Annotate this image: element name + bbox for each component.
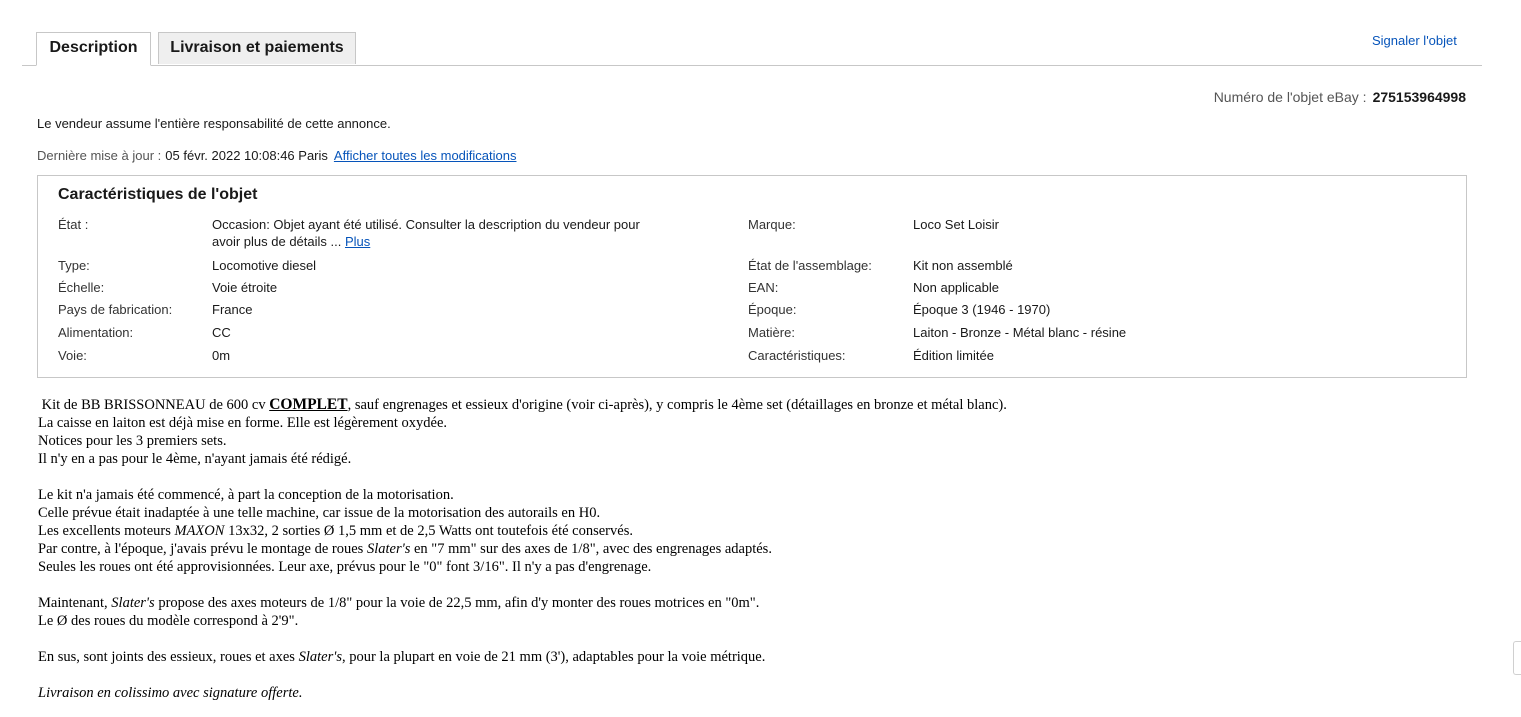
description-text: 13x32, 2 sorties Ø 1,5 mm et de 2,5 Watts ont toutefois été conservés. [224,523,633,539]
spec-value-brand: Loco Set Loisir [913,217,999,232]
spec-label-scale: Échelle: [58,280,105,295]
item-specifics-title: Caractéristiques de l'objet [58,186,258,203]
tab-shipping-payments[interactable]: Livraison et paiements [158,32,356,64]
last-update-date: 05 févr. 2022 10:08:46 Paris [165,148,328,163]
spec-label-features: Caractéristiques: [748,348,846,363]
description-text: Les excellents moteurs [38,523,175,539]
description-italic: Livraison en colissimo avec signature offerte. [38,685,303,701]
description-text: , pour la plupart en voie de 21 mm (3'), adaptables pour la voie métrique. [341,649,766,665]
description-line: Notices pour les 3 premiers sets. [38,433,227,449]
description-line [38,684,1188,702]
description-text: Kit de BB BRISSONNEAU de 600 cv [38,397,270,413]
item-number [1214,89,1466,105]
seller-responsibility-note: Le vendeur assume l'entière responsabilité de cette annonce. [37,116,391,131]
item-specifics-panel [37,175,1467,378]
spec-label-era: Époque: [748,302,797,317]
condition-more-link[interactable]: Plus [344,234,371,249]
spec-value-ean: Non applicable [913,280,1000,295]
paragraph-gap [38,666,1188,684]
spec-value-scale: Voie étroite [212,280,278,295]
spec-value-country: France [212,302,253,317]
description-italic: MAXON [174,523,225,539]
spec-value-track: 0m [212,348,231,363]
description-line [38,648,1188,666]
description-text: en "7 mm" sur des axes de 1/8", avec des engrenages adaptés. [410,541,772,557]
description-text: propose des axes moteurs de 1/8" pour la voie de 22,5 mm, afin d'y monter des roues motrices en "0m". [154,595,760,611]
paragraph-gap [38,630,1188,648]
condition-text-2: avoir plus de détails ... [212,234,342,249]
spec-label-country: Pays de fabrication: [58,302,173,317]
spec-label-brand: Marque: [748,217,796,232]
description-line: Le kit n'a jamais été commencé, à part la conception de la motorisation. [38,487,454,503]
description-line: La caisse en laiton est déjà mise en forme. Elle est légèrement oxydée. [38,415,448,431]
paragraph-gap [38,576,1188,594]
spec-value-era: Époque 3 (1946 - 1970) [913,302,1051,317]
description-line: Le Ø des roues du modèle correspond à 2'9". [38,613,299,629]
seller-description [38,396,1188,702]
view-all-changes-link[interactable]: Afficher toutes les modifications [333,148,517,163]
condition-text: Occasion: Objet ayant été utilisé. Consulter la description du vendeur pour [212,217,640,232]
description-text: En sus, sont joints des essieux, roues et axes [38,649,299,665]
description-line [38,540,1188,558]
last-update [37,148,516,163]
spec-value-material: Laiton - Bronze - Métal blanc - résine [913,325,1127,340]
description-emphasis: COMPLET [269,396,348,413]
spec-label-track: Voie: [58,348,87,363]
side-panel-handle[interactable] [1513,641,1521,675]
description-text: , sauf engrenages et essieux d'origine (voir ci-après), y compris le 4ème set (détaillages en bronze et métal blanc). [347,397,1007,413]
report-item-link[interactable]: Signaler l'objet [1372,33,1457,48]
description-line: Seules les roues ont été approvisionnées. Leur axe, prévus pour le "0" font 3/16". Il n'y a pas d'engrenage. [38,559,652,575]
item-number-label: Numéro de l'objet eBay : [1213,89,1367,105]
spec-value-features: Édition limitée [913,348,994,363]
description-italic: Slater's [366,541,411,557]
spec-value-condition [212,216,712,250]
description-line: Celle prévue était inadaptée à une telle machine, car issue de la motorisation des autorails en H0. [38,505,601,521]
spec-label-condition: État : [58,217,89,232]
description-line [38,594,1188,612]
spec-label-power: Alimentation: [58,325,134,340]
description-text: Maintenant, [38,595,112,611]
description-line [38,522,1188,540]
spec-value-power: CC [212,325,231,340]
description-line: Il n'y en a pas pour le 4ème, n'ayant jamais été rédigé. [38,451,352,467]
tab-bar [22,32,1482,66]
last-update-label: Dernière mise à jour : [37,148,162,163]
spec-label-assembly: État de l'assemblage: [748,258,872,273]
description-italic: Slater's [298,649,342,665]
description-italic: Slater's [111,595,155,611]
tab-description[interactable]: Description [36,32,151,66]
description-line [38,396,1188,414]
spec-value-type: Locomotive diesel [212,258,317,273]
spec-label-ean: EAN: [748,280,779,295]
item-number-value: 275153964998 [1372,89,1466,105]
spec-value-assembly: Kit non assemblé [913,258,1013,273]
spec-label-material: Matière: [748,325,795,340]
paragraph-gap [38,468,1188,486]
description-text: Par contre, à l'époque, j'avais prévu le montage de roues [38,541,367,557]
spec-label-type: Type: [58,258,90,273]
